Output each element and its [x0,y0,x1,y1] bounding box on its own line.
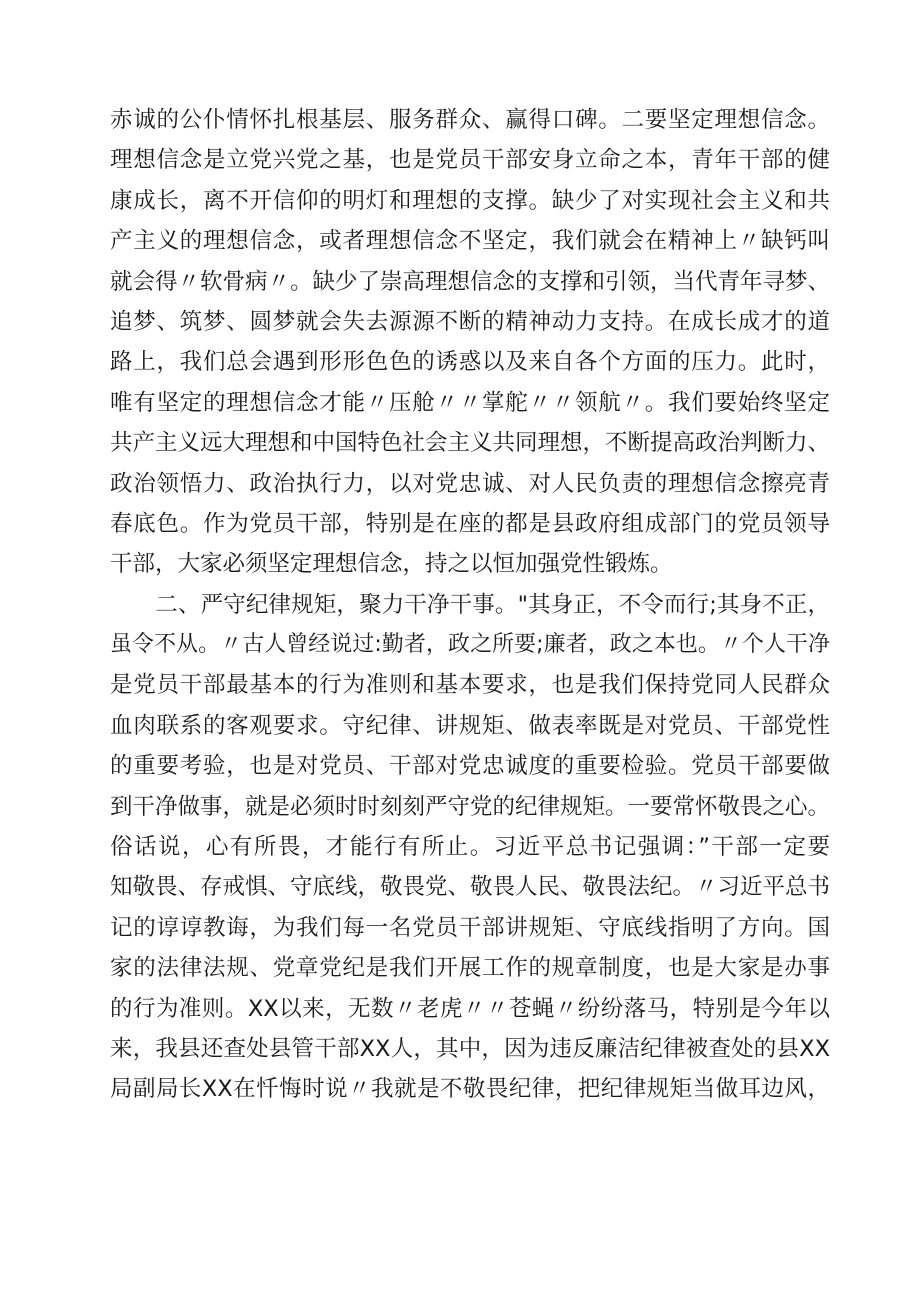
text-line: 产主义的理想信念，或者理想信念不坚定，我们就会在精神上〃缺钙叫 [110,228,830,255]
text-line: 局副局长XX在忏悔时说〃我就是不敬畏纪律，把纪律规矩当做耳边风， [110,1076,830,1103]
text-line: 赤诚的公仆情怀扎根基层、服务群众、赢得口碑。二要坚定理想信念。 [110,107,830,133]
text-line: 的行为准则。XX以来，无数〃老虎〃〃苍蝇〃纷纷落马，特别是今年以 [110,995,830,1022]
text-line: 的重要考验，也是对党员、干部对党忠诚度的重要检验。党员干部要做 [110,753,830,780]
text-line: 是党员干部最基本的行为准则和基本要求，也是我们保持党同人民群众 [110,672,830,699]
text-line: 唯有坚定的理想信念才能〃压舱〃〃掌舵〃〃领航〃。我们要始终坚定 [110,389,830,416]
text-line: 知敬畏、存戒惧、守底线，敬畏党、敬畏人民、敬畏法纪。〃习近平总书 [110,874,831,901]
text-line: 血肉联系的客观要求。守纪律、讲规矩、做表率既是对党员、干部党性 [110,712,830,739]
text-line: 俗话说，心有所畏，才能行有所止。习近平总书记强调：”干部一定要 [110,834,830,861]
text-line: 路上，我们总会遇到形形色色的诱惑以及来自各个方面的压力。此时， [110,349,830,376]
text-line: 康成长，离不开信仰的明灯和理想的支撑。缺少了对实现社会主义和共 [110,187,830,214]
body-text [110,100,830,1110]
text-line: 就会得〃软骨病〃。缺少了崇高理想信念的支撑和引领，当代青年寻梦、 [110,268,831,295]
text-line: 政治领悟力、政治执行力，以对党忠诚、对人民负责的理想信念擦亮青 [110,470,830,497]
text-line: 记的谆谆教诲，为我们每一名党员干部讲规矩、守底线指明了方向。国 [110,914,830,941]
text-line: 理想信念是立党兴党之基，也是党员干部安身立命之本，青年干部的健 [110,147,830,174]
text-line: 虽令不从。〃古人曾经说过:勤者，政之所要;廉者，政之本也。〃个人干净 [110,632,830,658]
text-line: 干部，大家必须坚定理想信念，持之以恒加强党性锻炼。 [110,551,673,578]
text-line: 追梦、筑梦、圆梦就会失去源源不断的精神动力支持。在成长成才的道 [110,308,830,335]
text-line: 到干净做事，就是必须时时刻刻严守党的纪律规矩。一要常怀敬畏之心。 [110,793,831,820]
text-line: 共产主义远大理想和中国特色社会主义共同理想，不断提高政治判断力、 [110,430,831,457]
text-line: 二、严守纪律规矩，聚力干净干事。"其身正，不令而行;其身不正， [110,591,830,618]
text-line: 来，我县还查处县管干部XX人，其中，因为违反廉洁纪律被查处的县XX [110,1035,830,1062]
text-line: 春底色。作为党员干部，特别是在座的都是县政府组成部门的党员领导 [110,510,830,537]
text-line: 家的法律法规、党章党纪是我们开展工作的规章制度，也是大家是办事 [110,955,830,982]
